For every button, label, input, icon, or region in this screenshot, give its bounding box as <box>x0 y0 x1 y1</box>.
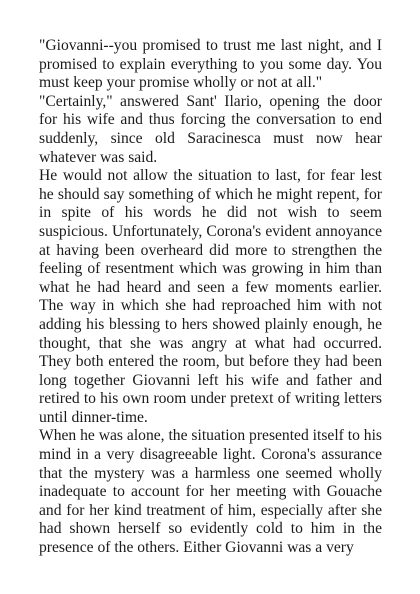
paragraph: "Certainly," answered Sant' Ilario, opening the door for his wife and thus forcing the conversation to end suddenly, since old Saracinesca must now hear whatever was said. <box>39 92 382 166</box>
book-page-text <box>39 37 382 558</box>
paragraph: When he was alone, the situation presented itself to his mind in a very disagreeable light. Corona's assurance that the mystery was a harmless one seemed wholly inadequate to account for her meeting with Gouache and for her kind treatment of him, especially after she had shown herself so evidently cold to him in the presence of the others. Either Giovanni was a very <box>39 427 382 557</box>
paragraph: He would not allow the situation to last, for fear lest he should say something of which he might repent, for in spite of his words he did not wish to seem suspicious. Unfortunately, Corona's evident annoyance at having been overheard did more to strengthen the feeling of resentment which was growing in him than what he had heard and seen a few moments earlier. The way in which she had reproached him with not adding his blessing to hers showed plainly enough, he thought, that she was angry at what had occurred. They both entered the room, but before they had been long together Giovanni left his wife and father and retired to his own room under pretext of writing letters until dinner-time. <box>39 167 382 426</box>
paragraph: "Giovanni--you promised to trust me last night, and I promised to explain everything to you some day. You must keep your promise wholly or not at all." <box>39 37 382 92</box>
